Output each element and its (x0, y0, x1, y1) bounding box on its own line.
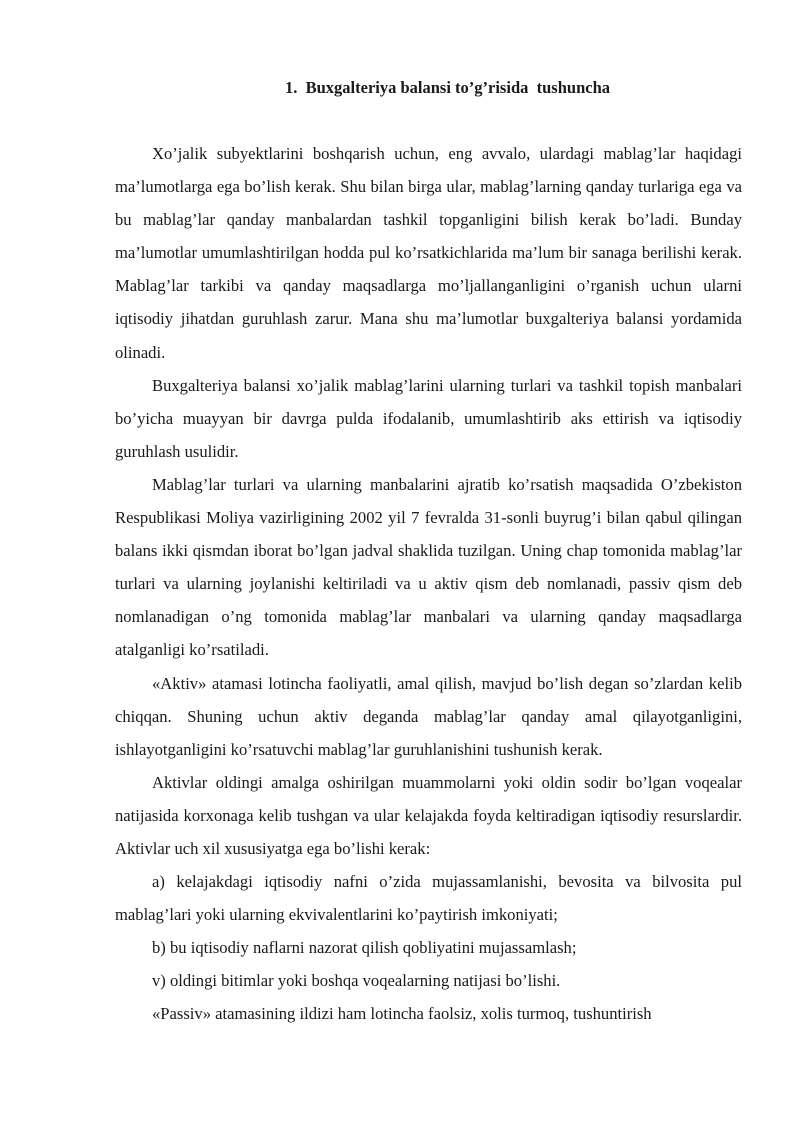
list-item-v: v) oldingi bitimlar yoki boshqa voqealarning natijasi bo’lishi. (152, 971, 561, 991)
paragraph-intro: Xo’jalik subyektlarini boshqarish uchun, eng avvalo, ulardagi mablag’lar haqidagi ma’lumotlarga ega bo’lish kerak. Shu bilan birga ular, mablag’larning qanday turlariga ega va bu mablag’lar qanday manbalardan tashkil topganligini bilish kerak bo’ladi. Bunday ma’lumotlar umumlashtirilgan hodda pul ko’rsatkichlarida ma’lum bir sanaga berilishi kerak. Mablag’lar tarkibi va qanday maqsadlarga mo’ljallanganligini o’rganish uchun ularni iqtisodiy jihatdan guruhlash zarur. Mana shu ma’lumotlar buxgalteriya balansi yordamida olinadi. (115, 144, 742, 362)
body-text (115, 137, 742, 1031)
paragraph-balance-structure: Mablag’lar turlari va ularning manbalarini ajratib ko’rsatish maqsadida O’zbekiston Respublikasi Moliya vazirligining 2002 yil 7 fevralda 31-sonli buyrug’i bilan qabul qilingan balans ikki qismdan iborat bo’lgan jadval shaklida tuzilgan. Uning chap tomonida mablag’lar turlari va ularning joylanishi keltiriladi va u aktiv qism deb nomlanadi, passiv qism deb nomlanadigan o’ng tomonida mablag’lar manbalari va ularning qanday maqsadlarga atalganligi ko’rsatiladi. (115, 474, 742, 660)
paragraph-aktivlar: Aktivlar oldingi amalga oshirilgan muammolarni yoki oldin sodir bo’lgan voqealar natijasida korxonaga kelib tushgan va ular kelajakda foyda keltiradigan iqtisodiy resurslardir. Aktivlar uch xil xususiyatga ega bo’lishi kerak: (115, 772, 742, 858)
list-item-b: b) bu iqtisodiy naflarni nazorat qilish qobliyatini mujassamlash; (152, 938, 577, 958)
section-heading: 1. Buxgalteriya balansi to’g’risida tushuncha (284, 78, 610, 97)
paragraph-aktiv-term: «Aktiv» atamasi lotincha faoliyatli, amal qilish, mavjud bo’lish degan so’zlardan kelib chiqqan. Shuning uchun aktiv deganda mablag’lar qanday amal qilayotganligini, ishlayotganligini ko’rsatuvchi mablag’lar guruhlanishini tushunish kerak. (115, 673, 742, 759)
paragraph-passiv-term: «Passiv» atamasining ildizi ham lotincha faolsiz, xolis turmoq, tushuntirish (152, 1004, 652, 1024)
list-item-a: a) kelajakdagi iqtisodiy nafni o’zida mujassamlanishi, bevosita va bilvosita pul mablag’lari yoki ularning ekvivalentlarini ko’paytirish imkoniyati; (115, 872, 742, 925)
paragraph-balance-definition: Buxgalteriya balansi xo’jalik mablag’larini ularning turlari va tashkil topish manbalari bo’yicha muayyan bir davrga pulda ifodalanib, umumlashtirib aks ettirish va iqtisodiy guruhlash usulidir. (115, 375, 742, 461)
